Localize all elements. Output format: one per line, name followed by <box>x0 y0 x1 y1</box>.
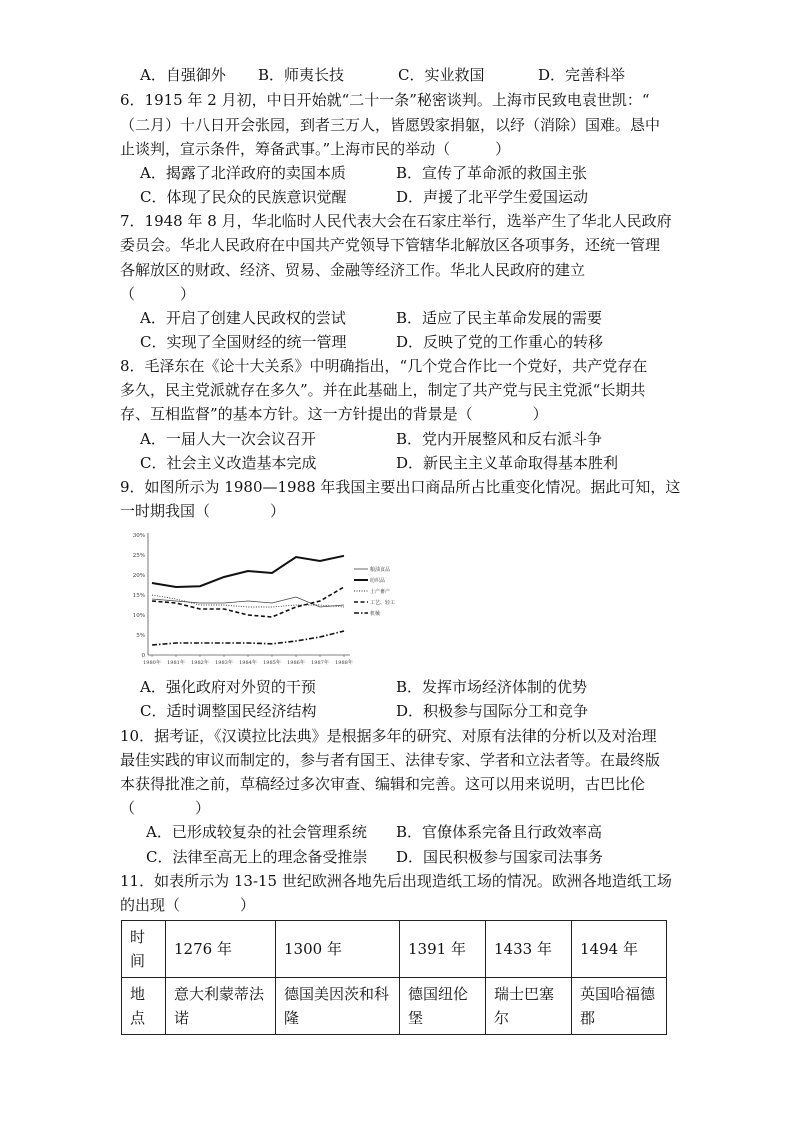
export-share-line-chart <box>122 525 396 673</box>
q8-option-b: B．党内开展整风和反右派斗争 <box>396 430 603 448</box>
x-tick-label: 1981年 <box>167 660 185 666</box>
q9-stem-line: 一时期我国（ ） <box>120 502 286 520</box>
q8-stem-line: 存、互相监督”的基本方针。这一方针提出的背景是（ ） <box>120 405 548 423</box>
q10-answer-paren: （ ） <box>120 799 211 817</box>
q9-option-b: B．发挥市场经济体制的优势 <box>396 678 588 696</box>
q9-option-d: D．积极参与国际分工和竞争 <box>396 702 589 720</box>
x-tick-label: 1982年 <box>191 660 209 666</box>
q5-option-d: D．完善科举 <box>538 66 626 84</box>
q7-stem-line: 各解放区的财政、经济、贸易、金融等经济工作。华北人民政府的建立 <box>120 261 586 279</box>
q10-option-b: B．官僚体系完备且行政效率高 <box>396 823 603 841</box>
x-tick-label: 1987年 <box>311 660 329 666</box>
series-line-1 <box>152 597 344 607</box>
y-tick-label: 10% <box>132 613 145 619</box>
q10-option-a: A．已形成较复杂的社会管理系统 <box>146 823 367 841</box>
table-cell: 意大利蒙蒂法 诺 <box>166 978 276 1035</box>
q8-option-c: C．社会主义改造基本完成 <box>140 454 317 472</box>
q6-option-d: D．声援了北平学生爱国运动 <box>396 188 589 206</box>
q7-answer-paren: （ ） <box>120 285 196 303</box>
table-cell: 1276 年 <box>166 921 276 978</box>
y-tick-label: 25% <box>132 553 145 559</box>
q7-option-d: D．反映了党的工作重心的转移 <box>396 333 604 351</box>
paper-mill-table <box>121 920 667 1035</box>
q5-option-c: C．实业救国 <box>398 66 485 84</box>
x-tick-label: 1983年 <box>215 660 233 666</box>
q5-option-a: A．自强御外 <box>140 66 226 84</box>
x-tick-label: 1980年 <box>143 660 161 666</box>
x-tick-label: 1986年 <box>287 660 305 666</box>
q10-stem-line: 最佳实践的审议而制定的，参与者有国王、法律专家、学者和立法者等。在最终版 <box>120 751 661 769</box>
q6-option-c: C．体现了民众的民族意识觉醒 <box>140 188 347 206</box>
series-line-2 <box>152 556 344 587</box>
q11-stem-line: 的出现（ ） <box>120 896 256 914</box>
q9-option-a: A．强化政府对外贸的干预 <box>140 678 316 696</box>
q9-stem-line: 9．如图所示为 1980—1988 年我国主要出口商品所占比重变化情况。据此可知，这 <box>120 478 681 496</box>
q9-option-c: C．适时调整国民经济结构 <box>140 702 317 720</box>
table-row <box>122 978 667 1035</box>
q8-option-a: A．一届人大一次会议召开 <box>140 430 316 448</box>
q11-stem-line: 11．如表所示为 13-15 世纪欧洲各地先后出现造纸工场的情况。欧洲各地造纸工场 <box>120 872 672 890</box>
x-tick-label: 1985年 <box>263 660 281 666</box>
table-cell: 1391 年 <box>400 921 486 978</box>
q6-stem-line: 止谈判，宣示条件，筹备武事。”上海市民的举动（ ） <box>120 140 511 158</box>
table-cell: 瑞士巴塞 尔 <box>486 978 572 1035</box>
q7-stem-line: 7．1948 年 8 月，华北临时人民代表大会在石家庄举行，选举产生了华北人民政府 <box>120 212 672 230</box>
q6-option-a: A．揭露了北洋政府的卖国本质 <box>140 164 346 182</box>
table-cell: 德国美因茨和科 隆 <box>276 978 400 1035</box>
legend-label: 纺织品 <box>370 578 386 584</box>
table-header-cell: 时 间 <box>122 921 166 978</box>
q7-option-c: C．实现了全国财经的统一管理 <box>140 333 347 351</box>
legend-label: 粮油食品 <box>370 567 391 573</box>
q5-option-b: B．师夷长技 <box>258 66 345 84</box>
q7-option-b: B．适应了民主革命发展的需要 <box>396 309 603 327</box>
y-tick-label: 0 <box>141 653 145 659</box>
series-line-4 <box>152 587 344 617</box>
legend-label: 机械 <box>370 611 381 617</box>
table-cell: 德国纽伦 堡 <box>400 978 486 1035</box>
x-tick-label: 1988年 <box>335 660 353 666</box>
y-tick-label: 30% <box>132 533 145 539</box>
x-tick-label: 1984年 <box>239 660 257 666</box>
y-tick-label: 20% <box>132 573 145 579</box>
series-line-5 <box>152 631 344 645</box>
y-tick-label: 15% <box>132 593 145 599</box>
legend-label: 工艺、轻工 <box>370 600 396 606</box>
q6-option-b: B．宣传了革命派的救国主张 <box>396 164 588 182</box>
table-cell: 1494 年 <box>572 921 667 978</box>
q7-option-a: A．开启了创建人民政权的尝试 <box>140 309 346 327</box>
q8-option-d: D．新民主主义革命取得基本胜利 <box>396 454 619 472</box>
export-share-chart <box>122 525 396 673</box>
q10-stem-line: 10．据考证，《汉谟拉比法典》是根据多年的研究、对原有法律的分析以及对治理 <box>120 727 657 745</box>
y-tick-label: 5% <box>136 633 145 639</box>
q10-stem-line: 本获得批准之前，草稿经过多次审查、编辑和完善。这可以用来说明，古巴比伦 <box>120 775 646 793</box>
table-row <box>122 921 667 978</box>
q10-option-c: C．法律至高无上的理念备受推崇 <box>146 848 368 866</box>
q8-stem-line: 多久，民主党派就存在多久”。并在此基础上，制定了共产党与民主党派“长期共 <box>120 381 646 399</box>
q6-stem-line: 6．1915 年 2 月初，中日开始就“二十一条”秘密谈判。上海市民致电袁世凯：“ <box>120 91 650 109</box>
q6-stem-line: （二月）十八日开会张园，到者三万人，皆愿毁家捐躯，以纾（消除）国难。恳中 <box>120 116 661 134</box>
legend-label: 土产畜产 <box>370 589 391 595</box>
table-cell: 英国哈福德 郡 <box>572 978 667 1035</box>
table-header-cell: 地 点 <box>122 978 166 1035</box>
q8-stem-line: 8．毛泽东在《论十大关系》中明确指出，“几个党合作比一个党好，共产党存在 <box>120 357 648 375</box>
table-cell: 1433 年 <box>486 921 572 978</box>
table-cell: 1300 年 <box>276 921 400 978</box>
q7-stem-line: 委员会。华北人民政府在中国共产党领导下管辖华北解放区各项事务，还统一管理 <box>120 236 661 254</box>
q10-option-d: D．国民积极参与国家司法事务 <box>396 848 604 866</box>
